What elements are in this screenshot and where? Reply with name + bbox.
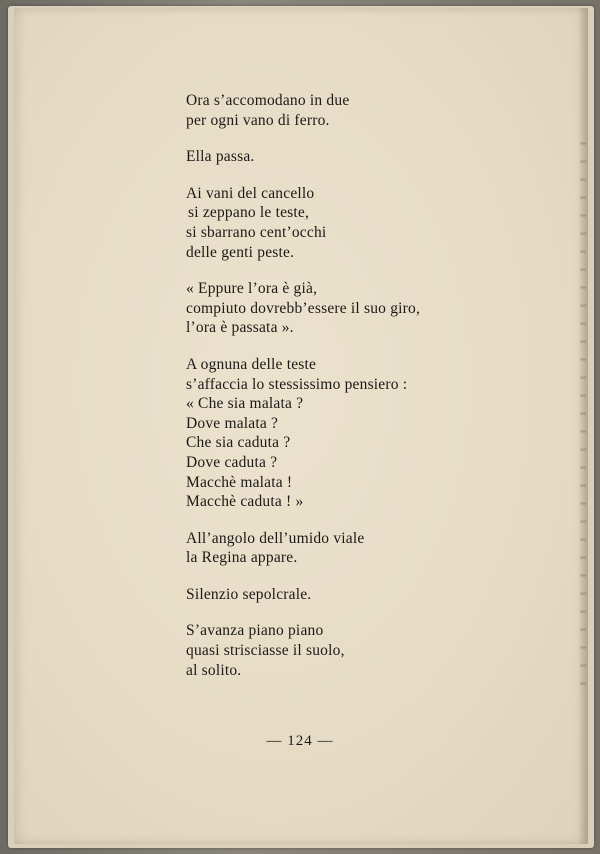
poem-line: delle genti peste. xyxy=(186,243,295,261)
poem-line: « Che sia malata ? xyxy=(186,395,304,413)
poem-line: Silenzio sepolcrale. xyxy=(186,585,312,603)
stanza xyxy=(186,147,486,167)
poem-line: Dove caduta ? xyxy=(186,453,278,471)
poem-text xyxy=(186,91,486,697)
poem-line: S’avanza piano piano xyxy=(186,622,324,640)
stanza xyxy=(186,184,486,262)
stanza xyxy=(186,585,486,605)
poem-line: Ora s’accomodano in due xyxy=(186,92,350,109)
poem-line: al solito. xyxy=(186,661,242,679)
poem-line: si zeppano le teste, xyxy=(188,204,310,222)
page-bleed-through xyxy=(580,128,586,688)
page-number: — 124 — xyxy=(266,733,334,749)
stanza xyxy=(186,279,486,338)
poem-line: Macchè caduta ! » xyxy=(186,493,304,511)
stanza xyxy=(186,529,486,568)
stanza xyxy=(186,621,486,680)
poem-line: A ognuna delle teste xyxy=(186,355,317,373)
poem-line: Macchè malata ! xyxy=(186,473,293,491)
poem-line: Ella passa. xyxy=(186,148,255,166)
poem-line: l’ora è passata ». xyxy=(186,319,294,337)
stanza xyxy=(186,91,486,130)
poem-line: compiuto dovrebb’essere il suo giro, xyxy=(186,299,421,317)
poem-line: Dove malata ? xyxy=(186,414,279,432)
poem-line: « Eppure l’ora è già, xyxy=(186,280,318,298)
poem-line: Che sia caduta ? xyxy=(186,434,291,452)
stanza xyxy=(186,355,486,512)
poem-line: la Regina appare. xyxy=(186,549,298,567)
poem-line: s’affaccia lo stessissimo pensiero : xyxy=(186,375,408,393)
poem-line: Ai vani del cancello xyxy=(186,184,315,202)
poem-line: quasi strisciasse il suolo, xyxy=(186,642,345,660)
poem-line: si sbarrano cent’occhi xyxy=(186,223,327,241)
poem-line: All’angolo dell’umido viale xyxy=(186,529,365,547)
poem-line: per ogni vano di ferro. xyxy=(186,111,330,129)
